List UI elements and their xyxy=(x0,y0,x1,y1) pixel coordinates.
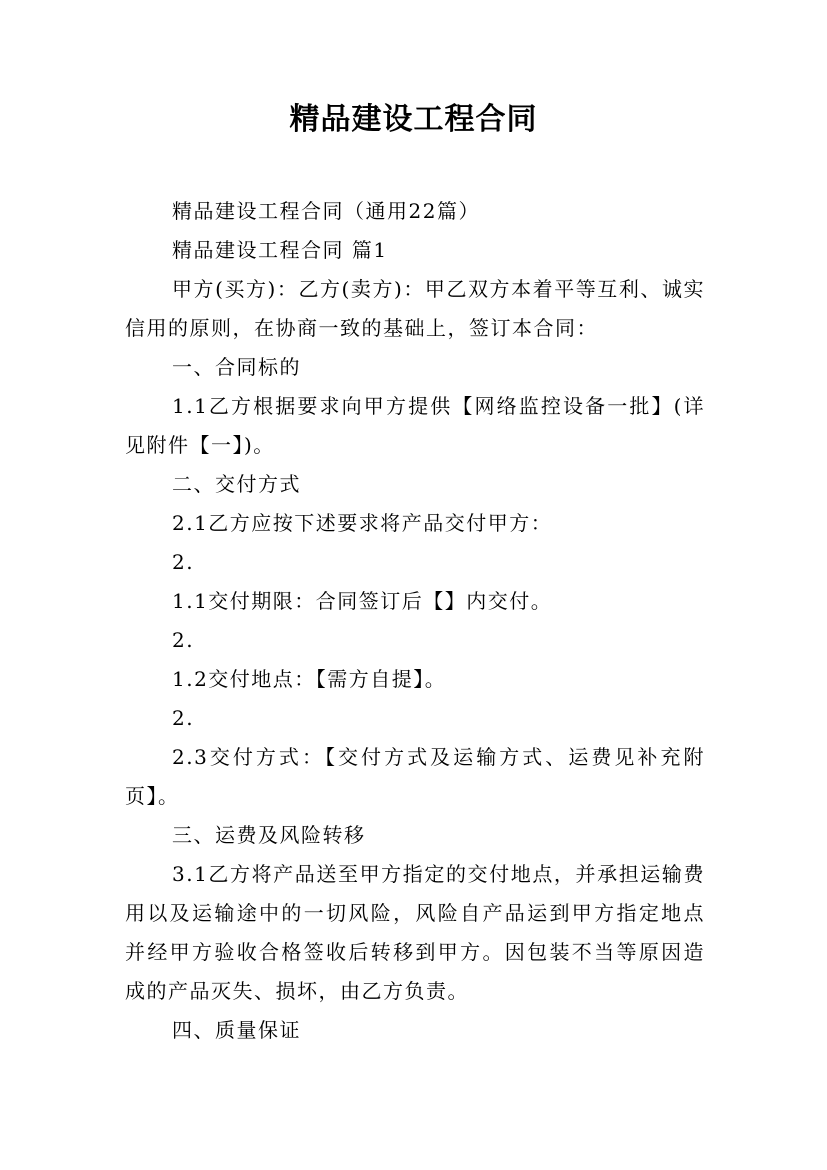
document-body xyxy=(125,192,705,1050)
clause-1-1-delivery-term: 1.1交付期限：合同签订后【】内交付。 xyxy=(172,589,553,613)
document-title: 精品建设工程合同 xyxy=(289,102,538,137)
section-heading-2: 二、交付方式 xyxy=(172,472,301,496)
clause-1-2-delivery-place: 1.2交付地点：【需方自提】。 xyxy=(172,667,447,691)
paragraph-heading-general: 精品建设工程合同（通用22篇） xyxy=(172,199,480,223)
clause-number-fragment: 2. xyxy=(172,550,195,574)
clause-2-3-delivery-method: 2.3交付方式：【交付方式及运输方式、运费见补充附页】。 xyxy=(125,745,705,808)
clause-number-fragment: 2. xyxy=(172,628,195,652)
clause-2-1: 2.1乙方应按下述要求将产品交付甲方： xyxy=(172,511,553,535)
paragraph-heading-article1: 精品建设工程合同 篇1 xyxy=(172,238,388,262)
clause-3-1: 3.1乙方将产品送至甲方指定的交付地点，并承担运输费用以及运输途中的一切风险，风险自产品运到甲方指定地点并经甲方验收合格签收后转移到甲方。因包装不当等原因造成的产品灭失、损坏，由乙方负责。 xyxy=(125,862,705,1003)
section-heading-1: 一、合同标的 xyxy=(172,355,301,379)
clause-1-1: 1.1乙方根据要求向甲方提供【网络监控设备一批】(详见附件【一】)。 xyxy=(125,394,705,457)
paragraph-parties: 甲方(买方)：乙方(卖方)：甲乙双方本着平等互利、诚实信用的原则，在协商一致的基础上，签订本合同： xyxy=(125,277,705,340)
section-heading-4: 四、质量保证 xyxy=(172,1018,301,1042)
clause-number-fragment: 2. xyxy=(172,706,195,730)
section-heading-3: 三、运费及风险转移 xyxy=(172,823,366,847)
